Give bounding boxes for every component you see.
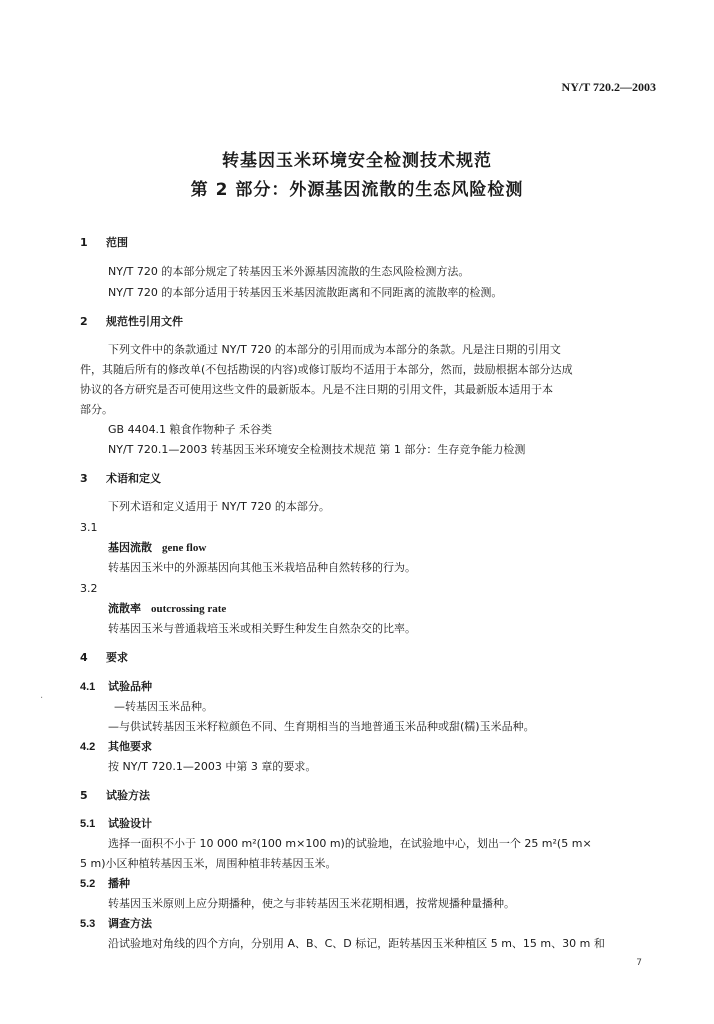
paragraph-line: 部分。: [80, 403, 113, 416]
term-zh: 流散率: [108, 602, 141, 615]
list-item: —转基因玉米品种。: [114, 700, 213, 713]
definition-number: 3.1: [80, 521, 98, 534]
paragraph-line: 选择一面积不小于 10 000 m²(100 m×100 m)的试验地，在试验地中心，划出一个 25 m²(5 m×: [108, 837, 592, 850]
document-title-line1: 转基因玉米环境安全检测技术规范: [222, 151, 492, 171]
paragraph: NY/T 720 的本部分适用于转基因玉米基因流散距离和不同距离的流散率的检测。: [108, 286, 503, 299]
section-1-heading: [80, 236, 128, 250]
section-number: 3: [80, 472, 88, 485]
section-title: 试验方法: [106, 789, 150, 802]
section-2-heading: [80, 315, 183, 329]
subsection-5-3-heading: [80, 917, 152, 931]
subsection-number: 5.3: [80, 918, 96, 930]
reference-item: NY/T 720.1—2003 转基因玉米环境安全检测技术规范 第 1 部分：生存竞争能力检测: [108, 443, 526, 456]
subsection-title: 播种: [108, 877, 130, 890]
subsection-number: 4.2: [80, 741, 96, 753]
standard-code: NY/T 720.2—2003: [561, 80, 656, 94]
page-number: 7: [636, 958, 642, 968]
section-number: 2: [80, 315, 88, 328]
subsection-title: 其他要求: [108, 740, 152, 753]
paragraph: NY/T 720 的本部分规定了转基因玉米外源基因流散的生态风险检测方法。: [108, 265, 470, 278]
subsection-number: 5.1: [80, 818, 96, 830]
document-title-line2: 第 2 部分：外源基因流散的生态风险检测: [190, 180, 524, 200]
section-number: 5: [80, 789, 88, 802]
term-zh: 基因流散: [108, 541, 152, 554]
paragraph-line: 下列文件中的条款通过 NY/T 720 的本部分的引用而成为本部分的条款。凡是注日期的引用文: [108, 343, 561, 356]
term-en: gene flow: [162, 542, 207, 554]
term-en: outcrossing rate: [151, 603, 227, 615]
subsection-4-1-heading: [80, 680, 152, 694]
subsection-title: 试验设计: [108, 817, 152, 830]
section-3-heading: [80, 472, 161, 486]
section-5-heading: [80, 789, 150, 803]
subsection-4-2-heading: [80, 740, 152, 754]
subsection-title: 试验品种: [108, 680, 152, 693]
paragraph: 沿试验地对角线的四个方向，分别用 A、B、C、D 标记，距转基因玉米种植区 5 m、15 m、30 m 和: [108, 937, 605, 950]
definition-term: [108, 602, 226, 616]
section-title: 范围: [106, 236, 128, 249]
paragraph-line: 5 m)小区种植转基因玉米，周围种植非转基因玉米。: [80, 857, 337, 870]
definition-text: 转基因玉米与普通栽培玉米或相关野生种发生自然杂交的比率。: [108, 622, 416, 635]
section-number: 1: [80, 236, 88, 249]
section-title: 规范性引用文件: [106, 315, 183, 328]
definition-number: 3.2: [80, 582, 98, 595]
subsection-number: 5.2: [80, 878, 96, 890]
subsection-5-2-heading: [80, 877, 130, 891]
paragraph: 转基因玉米原则上应分期播种，使之与非转基因玉米花期相遇，按常规播种量播种。: [108, 897, 515, 910]
margin-mark: .: [40, 690, 44, 701]
paragraph: 下列术语和定义适用于 NY/T 720 的本部分。: [108, 500, 330, 513]
reference-item: GB 4404.1 粮食作物种子 禾谷类: [108, 423, 273, 436]
definition-term: [108, 541, 206, 555]
paragraph-line: 协议的各方研究是否可使用这些文件的最新版本。凡是不注日期的引用文件，其最新版本适用于本: [80, 383, 553, 396]
paragraph: 按 NY/T 720.1—2003 中第 3 章的要求。: [108, 760, 317, 773]
subsection-5-1-heading: [80, 817, 152, 831]
section-title: 术语和定义: [106, 472, 161, 485]
section-4-heading: [80, 651, 128, 665]
subsection-title: 调查方法: [108, 917, 152, 930]
paragraph-line: 件，其随后所有的修改单(不包括勘误的内容)或修订版均不适用于本部分，然而，鼓励根据本部分达成: [80, 363, 573, 376]
subsection-number: 4.1: [80, 681, 96, 693]
section-number: 4: [80, 651, 88, 664]
section-title: 要求: [106, 651, 128, 664]
list-item: —与供试转基因玉米籽粒颜色不同、生育期相当的当地普通玉米品种或甜(糯)玉米品种。: [108, 720, 535, 733]
definition-text: 转基因玉米中的外源基因向其他玉米栽培品种自然转移的行为。: [108, 561, 416, 574]
